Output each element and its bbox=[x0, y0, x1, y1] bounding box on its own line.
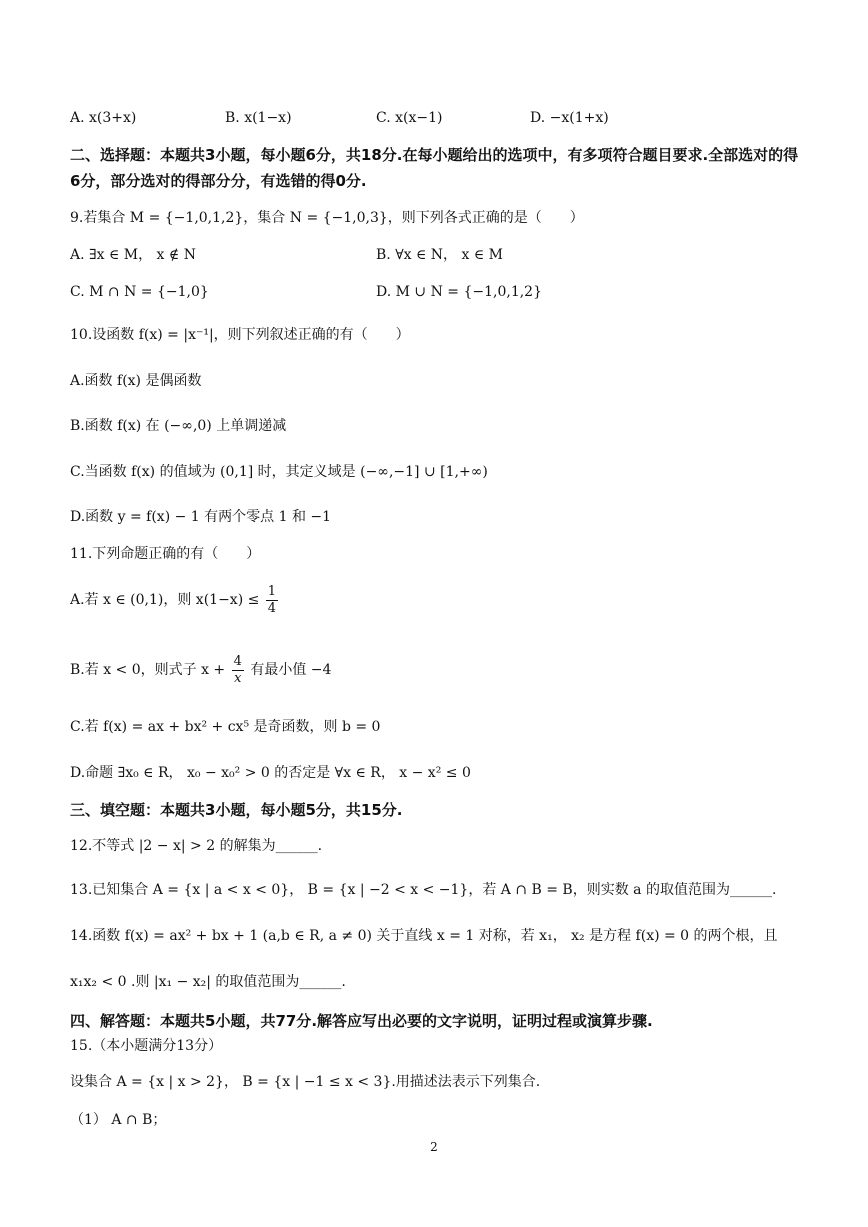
q11-option-b-text: B.若 x < 0，则式子 x + bbox=[70, 662, 226, 678]
q11-stem: 11.下列命题正确的有（ ） bbox=[70, 546, 261, 562]
q12-text: 12.不等式 |2 − x| > 2 的解集为______. bbox=[70, 838, 323, 854]
q13-text: 13.已知集合 A = {x | a < x < 0}， B = {x | −2 < x < −1}，若 A ∩ B = B，则实数 a 的取值范围为______. bbox=[70, 882, 777, 898]
q8-option-d: D. −x(1+x) bbox=[530, 110, 609, 126]
fraction bbox=[232, 654, 244, 687]
section-4-heading: 四、解答题：本题共5小题，共77分.解答应写出必要的文字说明，证明过程或演算步骤. bbox=[70, 1012, 653, 1030]
q9-option-a: A. ∃x ∈ M， x ∉ N bbox=[70, 247, 196, 263]
q15-part-1: （1） A ∩ B； bbox=[70, 1112, 167, 1128]
q9-option-c: C. M ∩ N = {−1,0} bbox=[70, 284, 209, 300]
q10-option-c: C.当函数 f(x) 的值域为 (0,1] 时，其定义域是 (−∞,−1] ∪ [1,+∞) bbox=[70, 464, 488, 480]
q11-option-d: D.命题 ∃x₀ ∈ R， x₀ − x₀² > 0 的否定是 ∀x ∈ R， x − x² ≤ 0 bbox=[70, 765, 471, 781]
q8-option-b: B. x(1−x) bbox=[225, 110, 292, 126]
fraction-numerator: 1 bbox=[267, 583, 277, 599]
q14-line-1: 14.函数 f(x) = ax² + bx + 1 (a,b ∈ R, a ≠ 0) 关于直线 x = 1 对称，若 x₁， x₂ 是方程 f(x) = 0 的两个根，且 bbox=[70, 928, 778, 944]
q15-title: 15.（本小题满分13分） bbox=[70, 1038, 223, 1054]
q10-option-b: B.函数 f(x) 在 (−∞,0) 上单调递减 bbox=[70, 418, 287, 434]
q11-option-b bbox=[70, 650, 331, 690]
page-number: 2 bbox=[430, 1140, 438, 1154]
q11-option-b-suffix: 有最小值 −4 bbox=[250, 662, 332, 678]
q10-option-a: A.函数 f(x) 是偶函数 bbox=[70, 373, 202, 389]
q10-option-d: D.函数 y = f(x) − 1 有两个零点 1 和 −1 bbox=[70, 509, 332, 525]
section-2-heading: 二、选择题：本题共3小题，每小题6分，共18分.在每小题给出的选项中，有多项符合题目要求.全部选对的得6分，部分选对的得部分分，有选错的得0分. bbox=[70, 146, 799, 190]
q11-option-a-text: A.若 x ∈ (0,1)，则 x(1−x) ≤ bbox=[70, 592, 260, 608]
q15-stem: 设集合 A = {x | x > 2}， B = {x | −1 ≤ x < 3}.用描述法表示下列集合. bbox=[70, 1074, 541, 1090]
section-3-heading: 三、填空题：本题共3小题，每小题5分，共15分. bbox=[70, 801, 403, 819]
q9-option-b: B. ∀x ∈ N， x ∈ M bbox=[376, 247, 503, 263]
fraction-denominator: 4 bbox=[267, 600, 277, 616]
fraction bbox=[266, 584, 278, 617]
q10-stem: 10.设函数 f(x) = |x⁻¹|，则下列叙述正确的有（ ） bbox=[70, 327, 410, 343]
q9-option-d: D. M ∪ N = {−1,0,1,2} bbox=[376, 284, 542, 300]
q11-option-c: C.若 f(x) = ax + bx² + cx⁵ 是奇函数，则 b = 0 bbox=[70, 719, 381, 735]
fraction-denominator: x bbox=[234, 670, 242, 686]
q8-option-c: C. x(x−1) bbox=[376, 110, 443, 126]
q8-option-a: A. x(3+x) bbox=[70, 110, 137, 126]
q11-option-a bbox=[70, 580, 280, 620]
fraction-numerator: 4 bbox=[233, 653, 242, 669]
q9-stem: 9.若集合 M = {−1,0,1,2}，集合 N = {−1,0,3}，则下列各式正确的是（ ） bbox=[70, 210, 584, 226]
q14-line-2: x₁x₂ < 0 .则 |x₁ − x₂| 的取值范围为______. bbox=[70, 974, 346, 990]
